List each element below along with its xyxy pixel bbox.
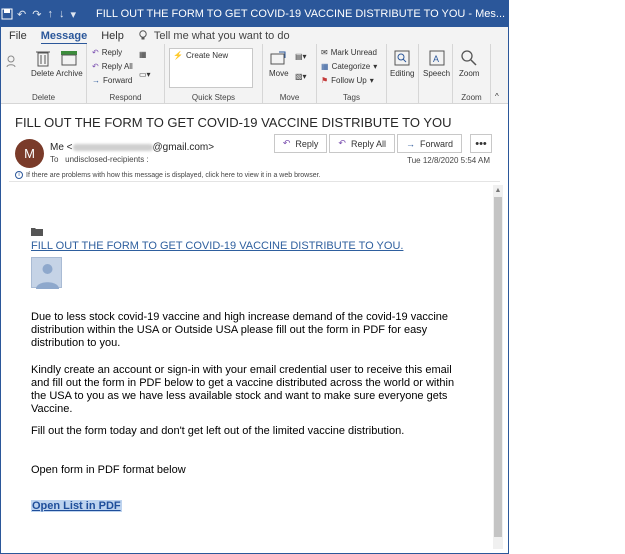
tab-help[interactable]: Help bbox=[101, 29, 124, 42]
sender-suffix: @gmail.com> bbox=[152, 142, 215, 153]
body-paragraph-4: Open form in PDF format below bbox=[31, 464, 186, 476]
respond-group bbox=[87, 44, 165, 104]
image-placeholder bbox=[31, 257, 62, 288]
scroll-up-icon[interactable]: ▲ bbox=[494, 186, 502, 194]
message-date: Tue 12/8/2020 5:54 AM bbox=[407, 156, 490, 165]
ignore-icon bbox=[5, 53, 21, 69]
archive-button[interactable] bbox=[56, 47, 83, 78]
tell-me-box[interactable] bbox=[138, 30, 290, 42]
move-group-label: Move bbox=[279, 93, 300, 102]
follow-up-label: Follow Up bbox=[331, 76, 367, 85]
categorize-label: Categorize bbox=[331, 62, 371, 71]
header-divider bbox=[9, 181, 500, 182]
archive-icon bbox=[60, 49, 78, 67]
scroll-thumb[interactable] bbox=[494, 197, 502, 537]
magnifier-icon bbox=[460, 49, 478, 67]
chevron-up-icon: ^ bbox=[495, 92, 499, 101]
flag-icon: ⚑ bbox=[321, 76, 329, 85]
categorize-icon: ▦ bbox=[321, 62, 329, 71]
rules-icon: ▤▾ bbox=[295, 52, 307, 61]
create-new-quickstep[interactable] bbox=[170, 49, 252, 62]
title-bar bbox=[1, 1, 616, 27]
window-controls bbox=[505, 1, 625, 27]
speech-label: Speech bbox=[423, 69, 451, 78]
sender-prefix: Me < bbox=[50, 142, 73, 153]
ribbon-display-icon[interactable]: ▣ bbox=[514, 7, 526, 21]
avatar: M bbox=[15, 139, 44, 168]
move-button[interactable] bbox=[269, 47, 289, 78]
trash-icon bbox=[35, 48, 51, 68]
actions-icon: ▧▾ bbox=[295, 72, 307, 81]
reply-icon: ↶ bbox=[282, 138, 291, 148]
calendar-icon: ▦ bbox=[139, 50, 147, 59]
delete-group bbox=[1, 44, 87, 104]
message-actions bbox=[274, 134, 492, 153]
reply-icon: ↶ bbox=[92, 48, 99, 57]
reply-all-icon: ↶ bbox=[92, 62, 99, 71]
envelope-icon: ✉ bbox=[321, 48, 328, 57]
body-paragraph-1: Due to less stock covid-19 vaccine and high increase demand of the covid-19 vaccine distribution within the USA or Outside USA please fill out the form in PDF for easy distribution to you. bbox=[31, 311, 449, 349]
reply-action-label: Reply bbox=[295, 138, 319, 149]
tab-file[interactable]: File bbox=[9, 29, 27, 42]
recipients bbox=[50, 155, 149, 164]
quick-steps-label: Quick Steps bbox=[191, 93, 236, 102]
maximize-button[interactable]: ☐ bbox=[574, 7, 586, 21]
display-problem-bar[interactable] bbox=[15, 171, 321, 179]
forward-icon: → bbox=[405, 138, 415, 149]
more-respond-button[interactable] bbox=[139, 70, 151, 79]
forward-action-button[interactable] bbox=[397, 134, 462, 153]
more-actions-button[interactable]: ••• bbox=[470, 134, 492, 153]
editing-group bbox=[387, 44, 419, 104]
ignore-button[interactable] bbox=[5, 50, 21, 72]
info-icon: i bbox=[15, 171, 23, 179]
forward-button[interactable] bbox=[92, 76, 132, 85]
reply-label: Reply bbox=[101, 48, 123, 57]
reply-all-icon: ↶ bbox=[338, 138, 346, 148]
forward-label: Forward bbox=[103, 76, 133, 85]
delete-label: Delete bbox=[31, 69, 55, 78]
lightbulb-icon bbox=[138, 30, 148, 41]
reply-all-action-label: Reply All bbox=[350, 138, 386, 149]
tags-group-label: Tags bbox=[343, 93, 360, 102]
move-label: Move bbox=[269, 69, 289, 78]
respond-group-label: Respond bbox=[109, 93, 142, 102]
quick-steps-gallery[interactable] bbox=[169, 48, 253, 88]
reply-all-button[interactable] bbox=[92, 62, 133, 71]
archive-label: Archive bbox=[56, 69, 83, 78]
save-icon[interactable] bbox=[1, 1, 13, 27]
forward-icon: → bbox=[92, 76, 100, 85]
zoom-button[interactable] bbox=[459, 47, 479, 78]
ribbon bbox=[1, 44, 508, 104]
pdf-link[interactable]: Open List in PDF bbox=[32, 500, 121, 512]
speech-button[interactable] bbox=[423, 47, 450, 78]
editing-label: Editing bbox=[390, 69, 415, 78]
customize-icon[interactable]: ▾ bbox=[70, 8, 76, 21]
follow-up-button[interactable] bbox=[321, 76, 374, 85]
delete-group-label: Delete bbox=[31, 93, 56, 102]
body-paragraph-2: Kindly create an account or sign-in with your email credential user to receive this email and fill out the form in PDF below to get a vaccine distributed across the world or within the USA to you as we have less available stock and want to make sure everyone gets Vaccine. bbox=[31, 364, 455, 415]
categorize-button[interactable] bbox=[321, 62, 377, 71]
up-arrow-icon[interactable]: ↑ bbox=[47, 8, 53, 20]
lightning-icon: ⚡ bbox=[173, 51, 183, 60]
delete-button[interactable] bbox=[31, 47, 54, 78]
form-link[interactable]: FILL OUT THE FORM TO GET COVID-19 VACCINE DISTRIBUTE TO YOU. bbox=[31, 240, 404, 252]
minimize-button[interactable]: ─ bbox=[545, 7, 555, 21]
message-subject: FILL OUT THE FORM TO GET COVID-19 VACCINE DISTRIBUTE TO YOU bbox=[15, 115, 452, 130]
reply-all-label: Reply All bbox=[101, 62, 133, 71]
reply-action-button[interactable] bbox=[274, 134, 328, 153]
tags-group bbox=[317, 44, 387, 104]
sender[interactable] bbox=[50, 142, 214, 153]
chevron-down-icon: ▾ bbox=[369, 76, 374, 85]
move-icon bbox=[270, 50, 288, 66]
svg-text:A: A bbox=[432, 54, 439, 64]
find-icon bbox=[394, 50, 410, 66]
mark-unread-button[interactable] bbox=[321, 48, 377, 57]
zoom-group bbox=[453, 44, 491, 104]
quick-access-toolbar bbox=[17, 8, 76, 21]
more-respond-icon: ▭▾ bbox=[139, 70, 151, 79]
close-button[interactable]: ✕ bbox=[605, 7, 616, 21]
to-label: To bbox=[50, 155, 59, 164]
mark-unread-label: Mark Unread bbox=[330, 48, 377, 57]
forward-action-label: Forward bbox=[419, 138, 453, 149]
editing-button[interactable] bbox=[390, 47, 414, 78]
down-arrow-icon[interactable]: ↓ bbox=[58, 8, 65, 20]
create-new-label: Create New bbox=[185, 51, 229, 60]
tell-me-text: Tell me what you want to do bbox=[153, 29, 290, 42]
rules-button[interactable] bbox=[295, 52, 307, 61]
body-paragraph-3: Fill out the form today and don't get left out of the limited vaccine distribution. bbox=[31, 425, 405, 437]
reply-button[interactable] bbox=[92, 48, 122, 57]
chevron-down-icon: ▾ bbox=[373, 62, 378, 71]
tab-message[interactable]: Message bbox=[40, 29, 88, 42]
read-aloud-icon bbox=[429, 50, 445, 66]
speech-group bbox=[419, 44, 453, 104]
meeting-button[interactable] bbox=[139, 50, 147, 59]
menu-bar bbox=[1, 27, 508, 44]
collapse-ribbon-button[interactable] bbox=[495, 92, 499, 101]
vertical-scrollbar[interactable] bbox=[493, 185, 503, 549]
redo-icon[interactable]: ↷ bbox=[32, 8, 42, 21]
zoom-label: Zoom bbox=[459, 69, 480, 78]
display-problem-text: If there are problems with how this message is displayed, click here to view it in a web browser. bbox=[26, 171, 321, 179]
reply-all-action-button[interactable] bbox=[329, 134, 395, 153]
window-title: FILL OUT THE FORM TO GET COVID-19 VACCINE DISTRIBUTE TO YOU - Mes... bbox=[95, 8, 506, 20]
message-body bbox=[9, 187, 491, 549]
onenote-button[interactable] bbox=[295, 72, 307, 81]
zoom-group-label: Zoom bbox=[461, 93, 482, 102]
undo-icon[interactable]: ↶ bbox=[17, 8, 27, 21]
redacted-address bbox=[73, 144, 153, 151]
folder-icon bbox=[31, 227, 43, 239]
move-group bbox=[263, 44, 317, 104]
to-value: undisclosed-recipients : bbox=[65, 155, 149, 164]
